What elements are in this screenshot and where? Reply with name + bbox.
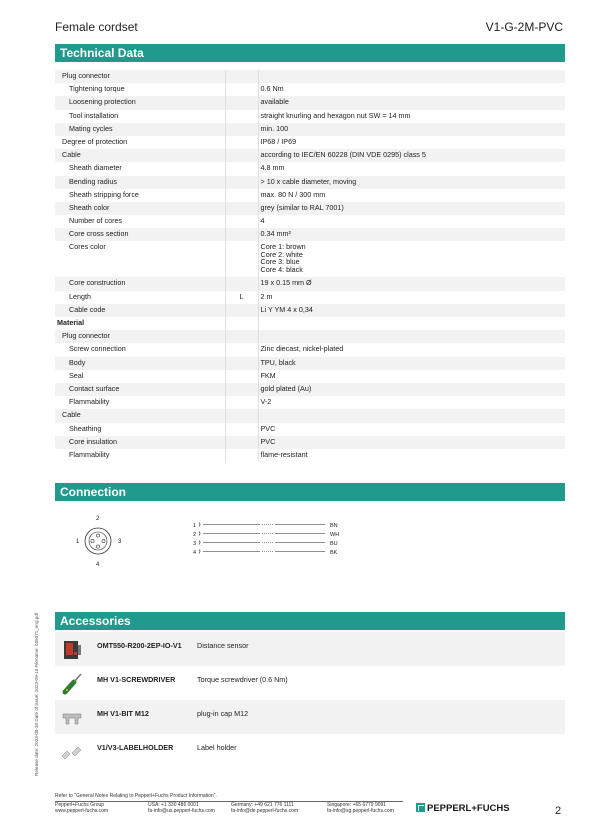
spec-label-cell [55,291,225,304]
spec-value: grey (similar to RAL 7001) [258,202,565,215]
spec-label-cell [55,149,225,162]
wire-color-1: BN [330,523,338,529]
spec-symbol [225,396,258,409]
singapore-phone: Singapore: +65 6779 9091 [327,802,387,808]
spec-row [55,189,565,202]
connection-diagram [55,506,565,576]
pin-3-hole [102,539,105,542]
germany-phone: Germany: +49 621 776 1111 [231,802,294,808]
pin-4-hole [96,545,99,548]
spec-label: Cable [62,150,81,160]
spec-value: Li Y YM 4 x 0,34 [258,304,565,317]
spec-row [55,423,565,436]
spec-symbol: L [225,291,258,304]
screwdriver-icon [55,666,97,700]
wire-color-4: BK [330,550,338,556]
spec-label: Cores color [69,242,106,252]
spec-label: Seal [69,370,84,380]
spec-value: PVC [258,423,565,436]
spec-label-cell [55,70,225,83]
spec-symbol [225,228,258,241]
spec-label: Flammability [69,397,110,407]
wire-color-3: BU [330,541,338,547]
spec-label: Plug connector [62,71,110,80]
spec-value: PVC [258,436,565,449]
spec-label-cell [55,83,225,96]
spec-label-cell [55,136,225,149]
pin-label-1: 1 [76,539,80,545]
spec-row [55,291,565,304]
spec-label: Core construction [69,278,126,288]
spec-value [258,330,565,343]
spec-symbol [225,189,258,202]
wire-1 [193,523,338,530]
spec-label-cell [55,176,225,189]
pin-label-4: 4 [96,562,100,568]
spec-value-line: Core 1: brown [260,242,306,252]
spec-symbol [225,96,258,109]
wire-color-2: WH [330,532,340,538]
section-accessories: Accessories [55,612,565,630]
spec-row [55,202,565,215]
spec-row [55,123,565,136]
spec-label: Number of cores [69,216,123,226]
spec-label: Sheathing [69,423,102,433]
spec-row [55,83,565,96]
spec-label: Body [69,357,86,367]
spec-row [55,304,565,317]
spec-label: Plug connector [62,331,110,341]
wire-4 [193,550,338,557]
spec-symbol [225,277,258,290]
spec-row [55,436,565,449]
spec-symbol [225,409,258,422]
sensor-icon [55,632,97,666]
logo-mark-icon [416,803,425,812]
spec-label-cell [55,277,225,290]
spec-symbol [225,162,258,175]
spec-value [258,409,565,422]
spec-row [55,277,565,290]
spec-value: Zinc diecast, nickel-plated [258,343,565,356]
spec-label: Bending radius [69,176,117,186]
spec-symbol [225,83,258,96]
spec-row [55,176,565,189]
spec-label-cell [55,110,225,123]
spec-symbol [225,70,258,83]
accessory-row [55,700,565,734]
spec-value [258,241,565,277]
spec-row [55,110,565,123]
spec-label: Sheath diameter [69,163,122,173]
document-title: Female cordset [55,20,138,34]
spec-label-cell [55,241,225,277]
spec-symbol [225,123,258,136]
spec-value: min. 100 [258,123,565,136]
spec-value: 2 m [258,291,565,304]
spec-label: Material [57,318,85,327]
company-website[interactable]: www.pepperl-fuchs.com [55,808,109,814]
spec-label: Mating cycles [69,123,113,133]
spec-label: Sheath stripping force [69,189,139,199]
spec-label: Screw connection [69,344,126,354]
spec-label-cell [55,370,225,383]
spec-label-cell [55,357,225,370]
spec-symbol [225,370,258,383]
footer-company [55,802,108,814]
company-name: Pepperl+Fuchs Group [55,802,105,808]
general-notes-link[interactable]: Refer to "General Notes Relating to Pepperl+Fuchs Product Information". [55,793,217,799]
spec-row [55,396,565,409]
spec-value: V-2 [258,396,565,409]
accessory-name: MH V1-BIT M12 [97,700,197,734]
spec-label-cell [55,423,225,436]
bit-icon [55,700,97,734]
spec-value: IP68 / IP69 [258,136,565,149]
spec-label-cell [55,304,225,317]
accessory-name: OMT550-R200-2EP-IO-V1 [97,632,197,666]
spec-symbol [225,357,258,370]
spec-value-line: Core 3: blue [260,257,300,267]
company-logo [416,803,510,814]
wire-2 [193,532,339,539]
wire-pin-1: 1 [193,523,197,529]
page-number: 2 [555,805,562,817]
footer-singapore [327,802,394,814]
pin-label-2: 2 [96,516,100,522]
spec-value: available [258,96,565,109]
section-connection: Connection [55,483,565,501]
spec-symbol [225,449,258,462]
spec-label-cell [55,436,225,449]
wire-diagram [193,523,339,557]
pin-1-hole [91,539,94,542]
footer-usa [148,802,215,814]
spec-label-cell [55,96,225,109]
spec-label: Cable [62,410,81,420]
spec-value-line: Core 2: white [260,249,303,259]
spec-value [258,317,565,330]
accessory-name: MH V1-SCREWDRIVER [97,675,176,684]
spec-value-line: Core 4: black [260,264,303,274]
model-number: V1-G-2M-PVC [485,20,563,34]
spec-label-cell [55,317,225,330]
pin-face-diagram [76,516,122,568]
spec-row [55,70,565,83]
spec-value: > 10 x cable diameter, moving [258,176,565,189]
spec-label-cell [55,449,225,462]
wire-3 [193,541,338,548]
spec-symbol [225,330,258,343]
spec-row [55,330,565,343]
pin-label-3: 3 [118,539,122,545]
spec-label-cell [55,189,225,202]
spec-label-cell [55,343,225,356]
spec-label: Core cross section [69,229,129,239]
accessory-row [55,734,565,768]
accessory-desc: plug-in cap M12 [197,700,565,734]
spec-value: TPU, black [258,357,565,370]
spec-label: Core insulation [69,436,117,446]
spec-symbol [225,202,258,215]
spec-value: 0.34 mm² [258,228,565,241]
spec-value: 19 x 0.15 mm Ø [258,277,565,290]
spec-symbol [225,436,258,449]
spec-value: 0.6 Nm [258,83,565,96]
spec-symbol [225,149,258,162]
accessory-desc: Torque screwdriver (0.6 Nm) [197,675,288,684]
spec-row [55,136,565,149]
spec-label-cell [55,123,225,136]
spec-label-cell [55,383,225,396]
spec-row [55,228,565,241]
spec-value: max. 80 N / 300 mm [258,189,565,202]
spec-label: Flammability [69,449,110,459]
spec-row [55,357,565,370]
spec-row [55,149,565,162]
labelholder-icon [55,734,97,768]
logo-text: PEPPERL+FUCHS [427,803,510,814]
spec-label: Sheath color [69,202,110,212]
wire-pin-3: 3 [193,541,197,547]
spec-value: 4 [258,215,565,228]
spec-row [55,383,565,396]
spec-label: Length [69,291,91,301]
spec-row [55,370,565,383]
spec-value: gold plated (Au) [258,383,565,396]
accessory-row [55,632,565,666]
spec-label: Tool installation [69,110,119,120]
spec-row [55,409,565,422]
spec-symbol [225,110,258,123]
spec-label-cell [55,330,225,343]
spec-symbol [225,176,258,189]
spec-row [55,449,565,462]
usa-phone: USA: +1 330 486 0001 [148,802,199,808]
spec-row [55,343,565,356]
accessory-name: V1/V3-LABELHOLDER [97,743,174,752]
spec-symbol [225,304,258,317]
spec-row [55,96,565,109]
spec-label: Tightening torque [69,84,125,94]
spec-value: flame-resistant [258,449,565,462]
spec-value: FKM [258,370,565,383]
germany-email[interactable]: fa-info@de.pepperl-fuchs.com [231,808,299,814]
pin-2-hole [96,534,99,537]
spec-symbol [225,383,258,396]
page-header [55,20,563,38]
spec-symbol [225,317,258,330]
accessory-row [55,666,565,700]
spec-value [258,70,565,83]
spec-symbol [225,136,258,149]
accessory-desc: Label holder [197,743,237,752]
spec-symbol [225,215,258,228]
spec-value: according to IEC/EN 60228 (DIN VDE 0295) class 5 [258,149,565,162]
spec-row [55,162,565,175]
section-technical-data: Technical Data [55,44,565,62]
spec-symbol [225,241,258,277]
accessories-table [55,632,565,768]
spec-label: Loosening protection [69,97,136,107]
spec-value: straight knurling and hexagon nut SW = 14 mm [258,110,565,123]
spec-label-cell [55,162,225,175]
spec-label: Cable code [69,304,106,314]
accessory-desc: Distance sensor [197,632,565,666]
spec-value: 4.8 mm [258,162,565,175]
wire-pin-4: 4 [193,550,197,556]
footer-germany [231,802,298,814]
release-info: Release date: 2023-08-30 Date of issue: 2023-09-10 Filename: 035071_eng.pdf [34,612,39,776]
singapore-email[interactable]: fa-info@sg.pepperl-fuchs.com [327,808,394,814]
spec-symbol [225,423,258,436]
spec-label: Degree of protection [62,136,128,146]
spec-symbol [225,343,258,356]
spec-row [55,215,565,228]
wire-pin-2: 2 [193,532,197,538]
spec-label-cell [55,409,225,422]
spec-row [55,317,565,330]
spec-row [55,241,565,277]
usa-email[interactable]: fa-info@us.pepperl-fuchs.com [148,808,215,814]
spec-label-cell [55,228,225,241]
spec-label: Contact surface [69,383,120,393]
spec-label-cell [55,396,225,409]
spec-label-cell [55,202,225,215]
technical-data-table [55,70,565,462]
spec-label-cell [55,215,225,228]
